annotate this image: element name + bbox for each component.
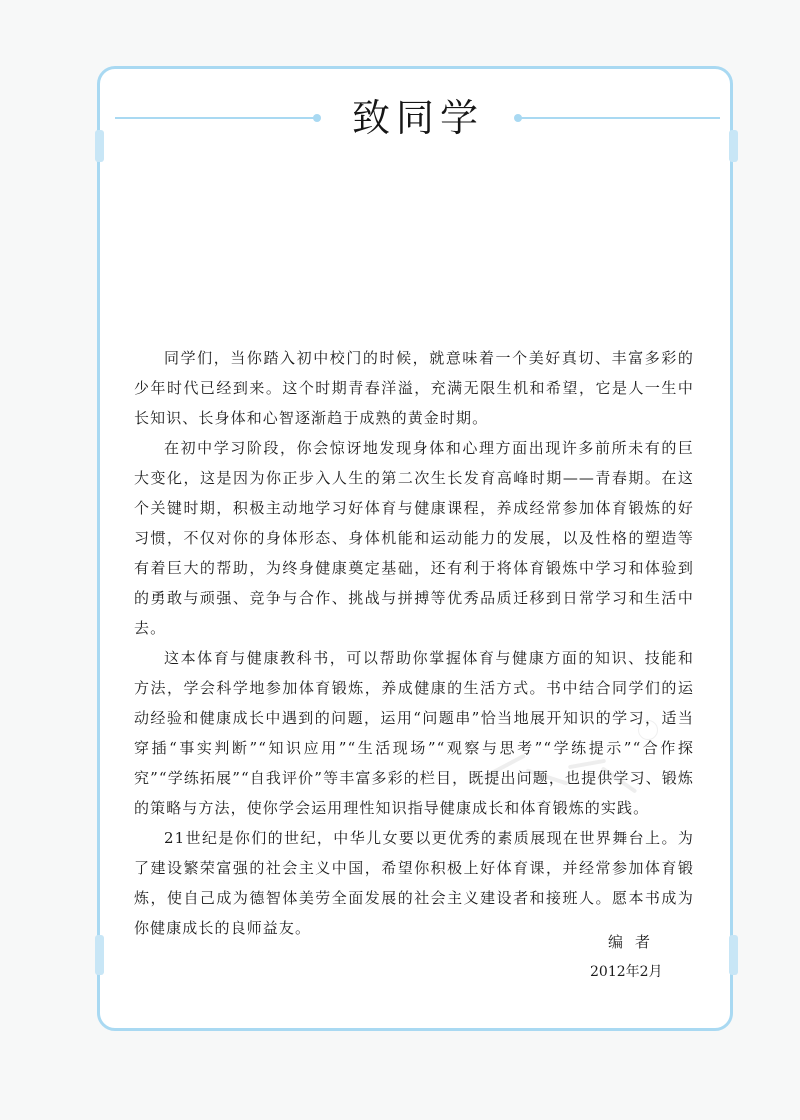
title-rule-right (520, 117, 720, 119)
paragraph-2: 在初中学习阶段，你会惊讶地发现身体和心理方面出现许多前所未有的巨大变化，这是因为你正步入人生的第二次生长发育高峰时期——青春期。在这个关键时期，积极主动地学习好体育与健康课程，养成经常参加体育锻炼的好习惯，不仅对你的身体形态、身体机能和运动能力的发展，以及性格的塑造等有着巨大的帮助，为终身健康奠定基础，还有利于将体育锻炼中学习和体验到的勇敢与顽强、竞争与合作、挑战与拼搏等优秀品质迁移到日常学习和生活中去。 (134, 439, 694, 637)
paragraph-1: 同学们，当你踏入初中校门的时候，就意味着一个美好真切、丰富多彩的少年时代已经到来。这个时期青春洋溢，充满无限生机和希望，它是人一生中长知识、长身体和心智逐渐趋于成熟的黄金时期。 (134, 349, 694, 427)
paragraph-4: 21世纪是你们的世纪，中华儿女要以更优秀的素质展现在世界舞台上。为了建设繁荣富强的社会主义中国，希望你积极上好体育课，并经常参加体育锻炼，使自己成为德智体美劳全面发展的社会主义建设者和接班人。愿本书成为你健康成长的良师益友。 (134, 829, 694, 937)
page-title: 致同学 (351, 96, 484, 140)
title-row (115, 94, 720, 144)
letter-body (134, 343, 694, 943)
paragraph-3: 这本体育与健康教科书，可以帮助你掌握体育与健康方面的知识、技能和方法，学会科学地参加体育锻炼，养成健康的生活方式。书中结合同学们的运动经验和健康成长中遇到的问题，运用“问题串”恰当地展开知识的学习，适当穿插“事实判断”“知识应用”“生活现场”“观察与思考”“学练提示”“合作探究”“学练拓展”“自我评价”等丰富多彩的栏目，既提出问题，也提供学习、锻炼的策略与方法，使你学会运用理性知识指导健康成长和体育锻炼的实践。 (134, 649, 694, 817)
frame-tab-right-top (729, 130, 738, 162)
signature-date: 2012年2月 (590, 964, 663, 980)
frame-tab-right-bottom (729, 935, 738, 975)
title-dot-left (313, 114, 321, 122)
frame-tab-left-bottom (95, 935, 104, 975)
author-signature: 编者 (608, 933, 663, 951)
title-rule-left (115, 117, 315, 119)
frame-tab-left-top (95, 130, 104, 162)
